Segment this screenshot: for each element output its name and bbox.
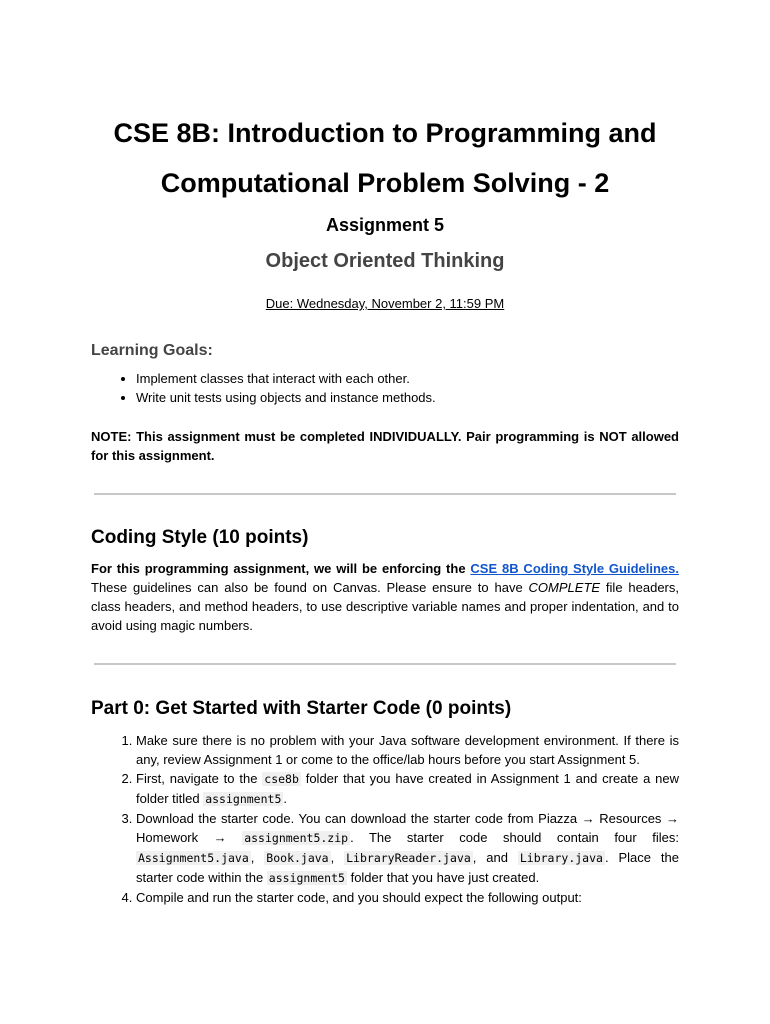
inline-code: cse8b: [264, 772, 299, 786]
part0-steps-list: [91, 731, 679, 907]
coding-style-heading: Coding Style (10 points): [91, 527, 309, 548]
step-text: folder that you have just created.: [346, 870, 540, 885]
divider: [94, 663, 676, 665]
divider: [94, 493, 676, 495]
inline-code: assignment5: [268, 871, 345, 885]
coding-style-guidelines-link[interactable]: CSE 8B Coding Style Guidelines.: [470, 561, 680, 576]
learning-goals-heading: Learning Goals:: [91, 342, 213, 359]
list-item: [136, 809, 679, 888]
inline-code: LibraryReader.java: [346, 851, 471, 865]
step-text: ,: [330, 850, 345, 865]
list-item: 1. Make sure there is no problem with your Java software development environment. If there is any, review Assignment 1 or come to the office/lab hours before you start Assignment 5.: [136, 731, 679, 769]
coding-style-text-2: file headers, class headers, and method headers, to use descriptive variable names and proper indentation, and to avoid using magic numbers.: [91, 580, 680, 633]
step-text: First, navigate to the: [136, 771, 263, 786]
list-item: • Implement classes that interact with each other.: [136, 369, 676, 388]
inline-code: Assignment5.java: [138, 851, 249, 865]
individual-note: NOTE: This assignment must be completed INDIVIDUALLY. Pair programming is NOT allowed for this assignment.: [91, 429, 679, 463]
due-date: Due: Wednesday, November 2, 11:59 PM: [265, 296, 505, 311]
step-text: folder that you have created in Assignment 1 and create a new folder titled: [136, 771, 679, 806]
step-text: ,: [250, 850, 265, 865]
step-text: . The starter code should contain four files:: [350, 830, 679, 845]
inline-code: Library.java: [519, 851, 603, 865]
coding-style-paragraph: [91, 559, 679, 635]
step-text: .: [283, 791, 287, 806]
step-text: , and: [472, 850, 518, 865]
coding-style-text-1: These guidelines can also be found on Canvas. Please ensure to have: [91, 580, 529, 595]
complete-emphasis: COMPLETE: [528, 580, 601, 595]
assignment-subtitle: Object Oriented Thinking: [265, 250, 505, 272]
step-text: Download the starter code. You can download the starter code from Piazza → Resources → Homework →: [136, 811, 679, 845]
inline-code: Book.java: [266, 851, 329, 865]
list-item: 4. Compile and run the starter code, and you should expect the following output:: [136, 888, 679, 907]
assignment-label: Assignment 5: [325, 215, 445, 235]
step-text: . Place the starter code within the: [136, 850, 679, 885]
list-item: • Write unit tests using objects and instance methods.: [136, 388, 676, 407]
list-item: [136, 769, 679, 809]
inline-code: assignment5.zip: [244, 831, 349, 845]
document-title: [40, 108, 730, 208]
title-line-2: Computational Problem Solving - 2: [160, 168, 610, 198]
title-line-1: CSE 8B: Introduction to Programming and: [113, 118, 657, 148]
part0-heading: Part 0: Get Started with Starter Code (0 points): [91, 698, 512, 719]
learning-goals-list: [91, 369, 676, 407]
inline-code: assignment5: [205, 792, 282, 806]
coding-style-lead: For this programming assignment, we will be enforcing the: [91, 561, 471, 576]
